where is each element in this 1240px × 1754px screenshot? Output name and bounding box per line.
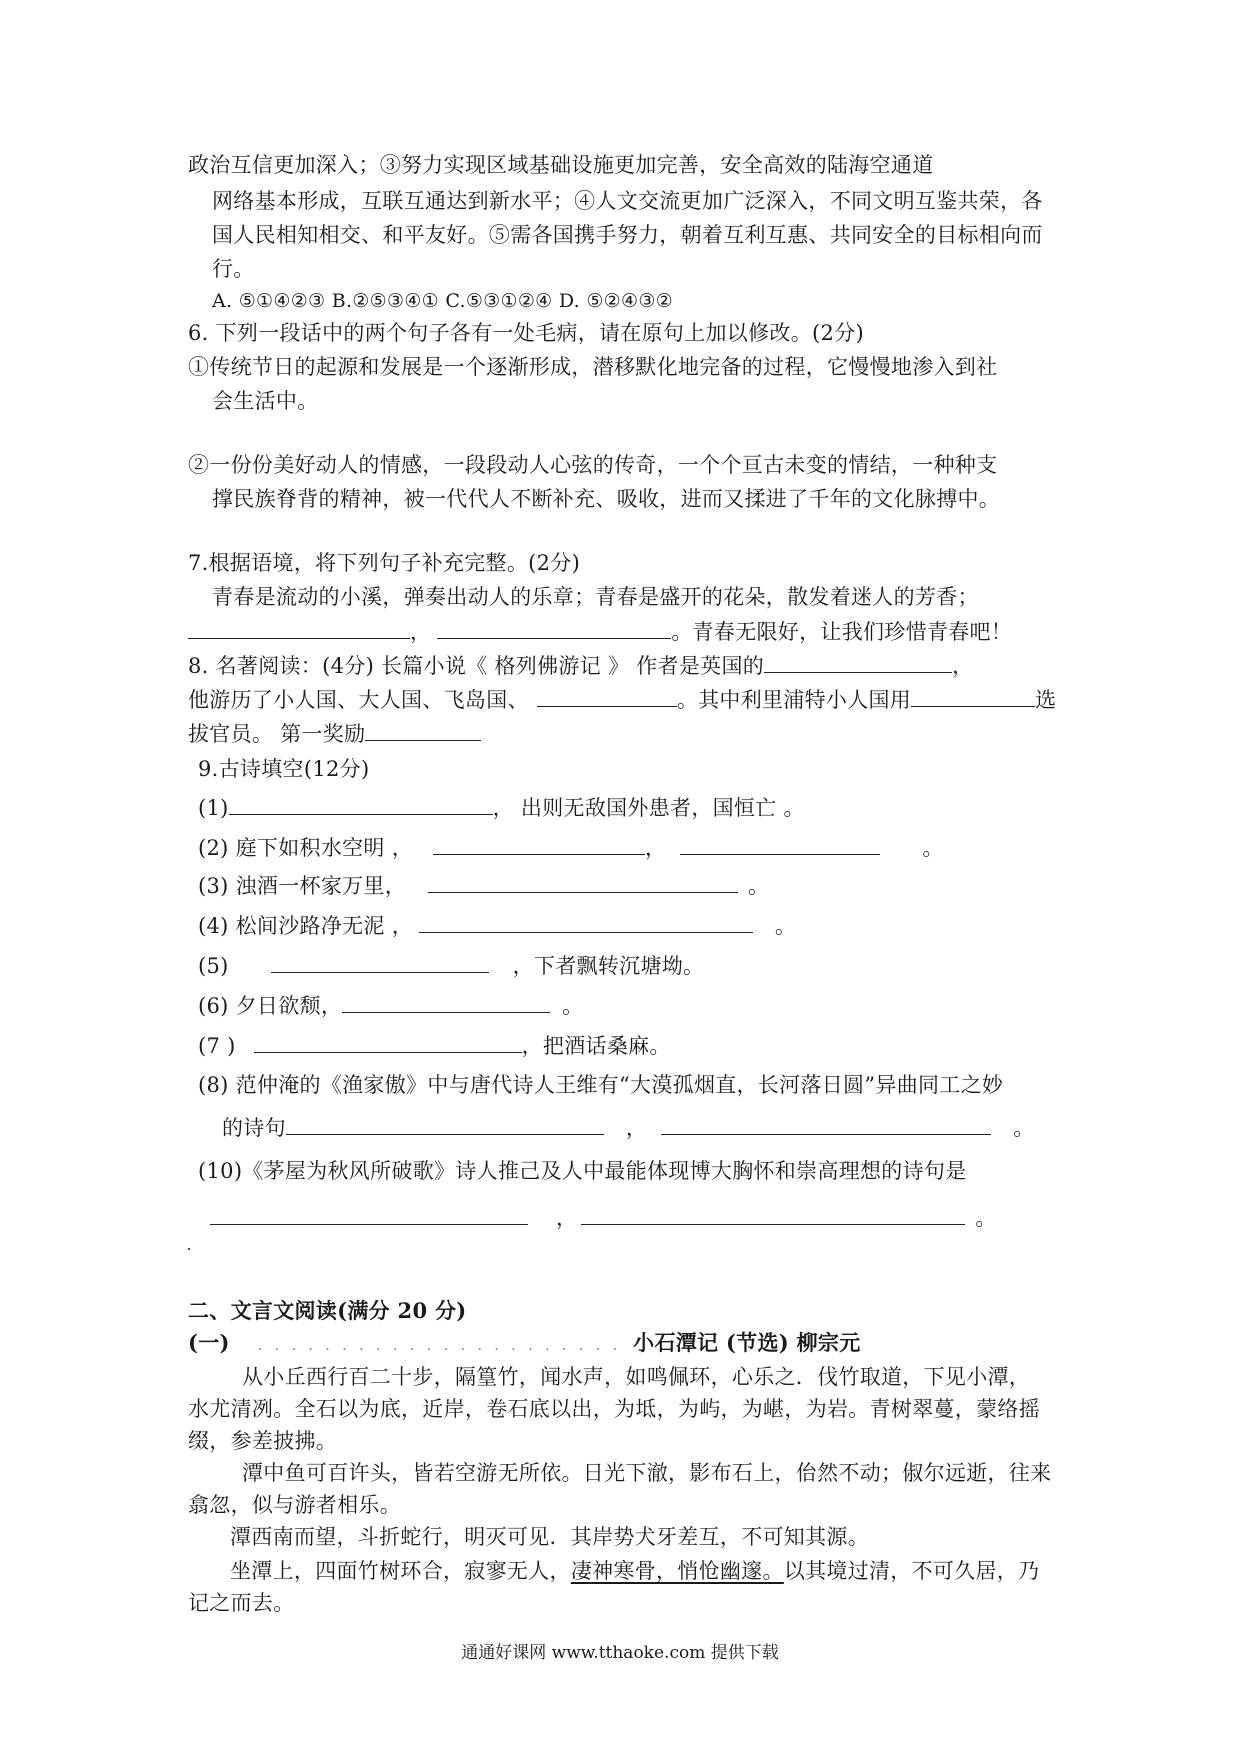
q7-blank-2[interactable] [437, 618, 671, 639]
passage-p2-line2: 翕忽，似与游者相乐。 [188, 1493, 401, 1517]
q9-item-6 [198, 992, 583, 1019]
q8-part3: 拔官员。 第一奖励 [188, 722, 366, 746]
passage-p3-line1: 潭西南而望，斗折蛇行，明灭可见．其岸势犬牙差互，不可知其源。 [230, 1525, 869, 1549]
passage-p2-line1: 潭中鱼可百许头，皆若空游无所依。日光下澈，影布石上，佁然不动；俶尔远逝，往来 [242, 1461, 1052, 1485]
q8-blank-country[interactable] [537, 686, 677, 707]
q9-item-3 [198, 872, 769, 899]
q8-part2-mid: 。其中利里浦特小人国用 [676, 688, 912, 712]
q8-part1: 8. 名著阅读：(4分) 长篇小说《 格列佛游记 》 作者是英国的 [188, 654, 765, 678]
q8-blank-reward[interactable] [365, 720, 481, 741]
q9-item-5-text: ，下者飘转沉塘坳。 [512, 954, 705, 978]
q8-line-1 [188, 652, 973, 679]
q8-blank-author[interactable] [764, 652, 952, 673]
passage-p4-post: 以其境过清，不可久居，乃 [783, 1559, 1040, 1583]
section2-title-line [188, 1330, 861, 1359]
q7-line-1: 青春是流动的小溪，弹奏出动人的乐章；青春是盛开的花朵，散发着迷人的芳香； [212, 585, 979, 609]
q8-line-3 [188, 720, 481, 747]
section2-title: 小石潭记 (节选) 柳宗元 [633, 1330, 861, 1355]
q9-item-10-end: 。 [975, 1206, 997, 1230]
q8-part2: 他游历了小人国、大人国、飞岛国、 [188, 688, 529, 712]
section2-sub-label: (一) [188, 1330, 230, 1355]
q9-item-6-blank[interactable] [342, 992, 550, 1013]
q9-title: 9.古诗填空(12分) [198, 757, 370, 781]
q9-item-7-text: ，把酒话桑麻。 [521, 1034, 671, 1058]
q8-blank-method[interactable] [911, 686, 1035, 707]
q9-item-5-label: (5) [198, 954, 229, 978]
q8-part2-end: 选 [1035, 688, 1057, 712]
q8-line-2 [188, 686, 1056, 713]
q9-item-8-blank-1[interactable] [286, 1114, 604, 1135]
q9-item-3-end: 。 [748, 874, 770, 898]
q9-item-4 [198, 912, 796, 939]
q9-item-1-label: (1) [198, 796, 229, 820]
q9-item-1-blank[interactable] [229, 794, 493, 815]
q9-item-8-comma: ， [625, 1116, 648, 1140]
q9-item-8-blank-2[interactable] [661, 1114, 991, 1135]
passage-p1-line2: 水尤清冽。全石以为底，近岸，卷石底以出，为坻，为屿，为嵁，为岩。青树翠蔓，蒙络摇 [188, 1397, 1040, 1421]
q5-line-3: 国人民相知相交、和平友好。⑤需各国携手努力，朝着互利互惠、共同安全的目标相向而 [212, 223, 1043, 247]
q5-line-2: 网络基本形成，互联互通达到新水平；④人文交流更加广泛深入，不同文明互鉴共荣，各 [212, 189, 1043, 213]
q9-item-7 [198, 1032, 671, 1059]
q7-blank-1[interactable] [188, 618, 410, 639]
q9-item-7-label: (7 ) [198, 1034, 236, 1058]
q7-title: 7.根据语境，将下列句子补充完整。(2分) [188, 551, 581, 575]
page-footer: 通通好课网 www.tthaoke.com 提供下载 [461, 1643, 779, 1663]
passage-p4-pre: 坐潭上，四面竹树环合，寂寥无人， [230, 1559, 571, 1583]
q9-item-10-line-2 [210, 1204, 997, 1231]
section2-dots: . . . . . . . . . . . . . . . . . . . . . . [257, 1338, 622, 1354]
q9-item-4-end: 。 [775, 914, 797, 938]
q9-item-2-label: (2) 庭下如积水空明 ， [198, 836, 413, 860]
passage-p4-line1 [230, 1558, 1039, 1584]
passage-p1-line1: 从小丘西行百二十步，隔篁竹，闻水声，如鸣佩环，心乐之．伐竹取道，下见小潭， [242, 1365, 1031, 1389]
q8-part1-end: ， [952, 654, 974, 678]
scan-speck [188, 1248, 190, 1250]
q9-item-10-blank-1[interactable] [210, 1204, 528, 1225]
q9-item-3-blank[interactable] [428, 872, 738, 893]
q6-sentence2-line2: 撑民族脊背的精神，被一代代人不断补充、吸收，进而又揉进了千年的文化脉搏中。 [212, 487, 1001, 511]
q5-line-4: 行。 [212, 257, 255, 281]
q9-item-4-blank[interactable] [419, 912, 753, 933]
section2-heading: 二、文言文阅读(满分 20 分) [188, 1298, 467, 1323]
q5-options: A. ⑤①④②③ B.②⑤③④① C.⑤③①②④ D. ⑤②④③② [212, 290, 674, 312]
q9-item-2-comma: ， [645, 836, 667, 860]
passage-p1-line3: 缀，参差披拂。 [188, 1429, 338, 1453]
q7-blank-line [188, 618, 1012, 645]
q9-item-2-end: 。 [922, 836, 944, 860]
q9-item-2-blank-2[interactable] [680, 834, 880, 855]
q9-item-5-blank[interactable] [271, 952, 489, 973]
q7-comma: ， [410, 620, 432, 644]
q9-item-2-blank-1[interactable] [433, 834, 645, 855]
q9-item-6-label: (6) 夕日欲颓， [198, 994, 343, 1018]
q9-item-7-blank[interactable] [254, 1032, 522, 1053]
q6-sentence1-line2: 会生活中。 [212, 389, 319, 413]
q9-item-8-end: 。 [1013, 1116, 1035, 1140]
q9-item-8-line-1: (8) 范仲淹的《渔家傲》中与唐代诗人王维有“大漠孤烟直，长河落日圆”异曲同工之妙 [198, 1073, 1004, 1097]
q9-item-2 [198, 834, 944, 861]
q6-sentence1-line1: ①传统节日的起源和发展是一个逐渐形成，潜移默化地完备的过程，它慢慢地渗入到社 [188, 355, 998, 379]
q5-line-1: 政治互信更加深入；③努力实现区域基础设施更加完善，安全高效的陆海空通道 [188, 153, 934, 177]
q9-item-5 [198, 952, 704, 979]
q9-item-4-label: (4) 松间沙路净无泥 ， [198, 914, 413, 938]
q9-item-10-blank-2[interactable] [581, 1204, 965, 1225]
q9-item-1-text: ， 出则无敌国外患者，国恒亡 。 [492, 796, 805, 820]
q6-sentence2-line1: ②一份份美好动人的情感，一段段动人心弦的传奇，一个个亘古未变的情结，一种种支 [188, 453, 998, 477]
q9-item-8-label: 的诗句 [222, 1116, 286, 1140]
q9-item-10-comma: ， [556, 1206, 578, 1230]
q9-item-3-label: (3) 浊酒一杯家万里， [198, 874, 407, 898]
q9-item-6-end: 。 [562, 994, 584, 1018]
q6-title: 6. 下列一段话中的两个句子各有一处毛病，请在原句上加以修改。(2分) [188, 321, 864, 345]
passage-p4-line2: 记之而去。 [188, 1591, 295, 1615]
q7-ending: 。青春无限好，让我们珍惜青春吧！ [671, 620, 1013, 644]
passage-p4-underlined: 凄神寒骨，悄怆幽邃。 [570, 1559, 784, 1583]
q9-item-10-line-1: (10)《茅屋为秋风所破歌》诗人推己及人中最能体现博大胸怀和崇高理想的诗句是 [198, 1159, 967, 1183]
q9-item-8-line-2 [222, 1114, 1035, 1141]
q9-item-1 [198, 794, 805, 821]
